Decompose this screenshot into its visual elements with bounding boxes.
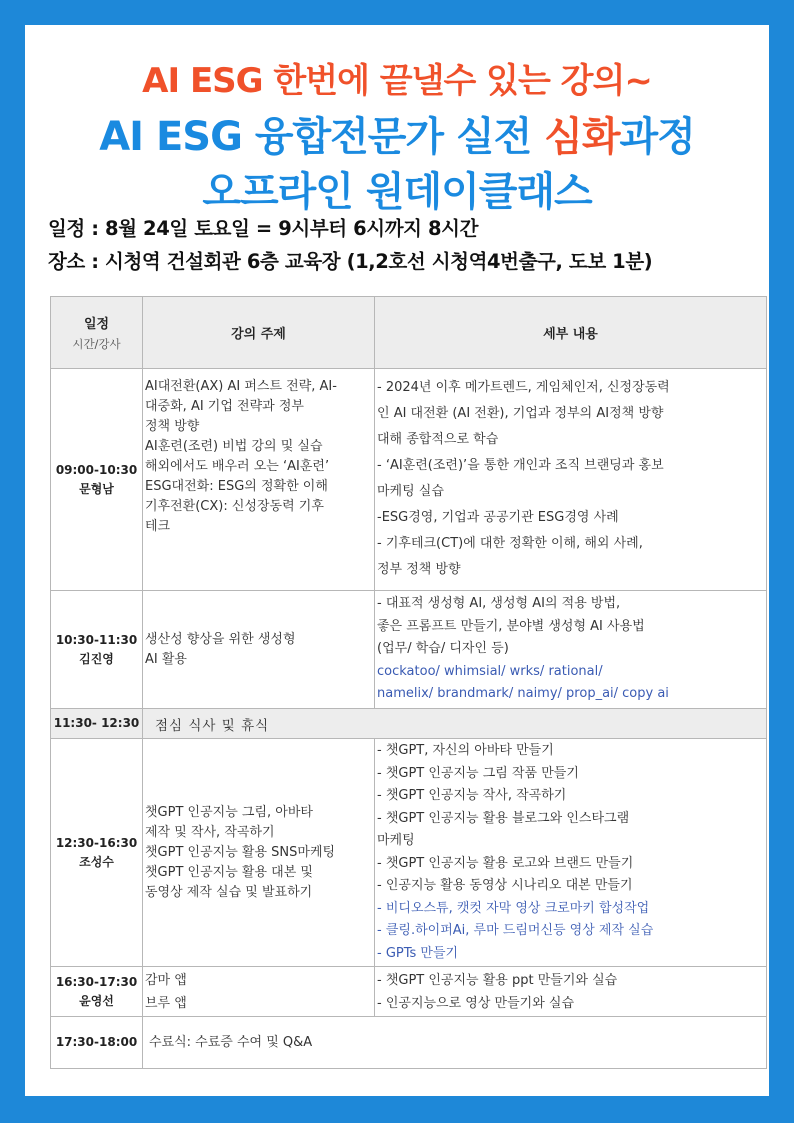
flyer-page (25, 25, 769, 1096)
topic-line: 챗GPT 인공지능 활용 대본 및 (145, 864, 313, 880)
detail-line: 좋은 프롬프트 만들기, 분야별 생성형 AI 사용법 (377, 618, 645, 634)
time: 12:30-16:30 (55, 835, 138, 850)
instructor: 조성수 (79, 854, 114, 869)
headline-tagline: AI ESG 한번에 끝낼수 있는 강의~ (142, 61, 652, 101)
topic-line: AI훈련(조련) 비법 강의 및 실습 (145, 439, 323, 454)
detail-line: 마케팅 실습 (377, 484, 444, 499)
topic-line: 챗GPT 인공지능 그림, 아바타 (145, 804, 313, 820)
course-title-prefix: AI ESG 융합전문가 실전 (99, 114, 545, 160)
time: 10:30-11:30 (55, 632, 138, 647)
detail-line: - 2024년 이후 메가트렌드, 게임체인저, 신정장동력 (377, 380, 670, 395)
detail-line: - 기후테크(CT)에 대한 정확한 이해, 해외 사례, (377, 536, 643, 551)
detail-line: 마케팅 (377, 833, 415, 848)
detail-line: - 챗GPT 인공지능 활용 블로그와 인스타그램 (377, 810, 630, 826)
lunch-time: 11:30- 12:30 (51, 709, 143, 739)
detail-line: (업무/ 학습/ 디자인 등) (377, 641, 509, 656)
detail-line: - 챗GPT 인공지능 작사, 작곡하기 (377, 788, 567, 803)
closing-text: 수료식: 수료증 수여 및 Q&A (143, 1017, 767, 1069)
schedule-info: 일정 : 8월 24일 토요일 = 9시부터 6시까지 8시간 (48, 217, 479, 240)
closing-time: 17:30-18:00 (51, 1017, 143, 1069)
instructor: 김진영 (79, 651, 114, 666)
header-day-label: 일정 (83, 317, 110, 332)
closing-row (51, 1017, 767, 1069)
topic-cell (143, 591, 375, 709)
topic-line: ESG대전화: ESG의 정확한 이해 (145, 479, 328, 494)
time: 16:30-17:30 (55, 974, 138, 989)
detail-line-highlight: - GPTs 만들기 (377, 945, 459, 961)
headline-class-type: 오프라인 원데이클래스 (202, 169, 592, 215)
detail-line: - 챗GPT, 자신의 아바타 만들기 (377, 743, 554, 758)
time-cell (51, 739, 143, 967)
topic-line: 생산성 향상을 위한 생성형 (145, 631, 296, 647)
detail-line: 정부 정책 방향 (377, 562, 461, 577)
table-header-row (51, 297, 767, 369)
header-topic: 강의 주제 (143, 297, 375, 369)
topic-line: 기후전환(CX): 신성장동력 기후 (145, 499, 324, 514)
topic-line: 제작 및 작사, 작곡하기 (145, 824, 275, 840)
time-cell (51, 591, 143, 709)
table-row (51, 739, 767, 967)
detail-line: - 챗GPT 인공지능 그림 작품 만들기 (377, 765, 579, 781)
detail-line: - 챗GPT 인공지능 활용 ppt 만들기와 실습 (377, 972, 618, 988)
detail-line: 대해 종합적으로 학습 (377, 432, 499, 447)
topic-cell (143, 967, 375, 1017)
lunch-row (51, 709, 767, 739)
detail-cell (375, 967, 767, 1017)
time: 09:00-10:30 (55, 462, 138, 477)
topic-line: AI대전환(AX) AI 퍼스트 전략, AI- (145, 379, 337, 394)
header-day-sub: 시간/강사 (72, 337, 121, 351)
location-info: 장소 : 시청역 건설회관 6층 교육장 (1,2호선 시청역4번출구, 도보 1분) (48, 250, 653, 273)
schedule-table (50, 296, 767, 1069)
detail-line: - 인공지능 활용 동영상 시나리오 대본 만들기 (377, 878, 633, 893)
topic-line: 대중화, AI 기업 전략과 정부 (145, 399, 304, 414)
headline-course-title (25, 105, 769, 162)
detail-line: 인 AI 대전환 (AI 전환), 기업과 정부의 AI정책 방향 (377, 406, 664, 421)
instructor: 문형남 (79, 481, 114, 496)
table-row (51, 591, 767, 709)
topic-cell (143, 369, 375, 591)
course-title-suffix: 과정 (619, 114, 695, 160)
header-day (51, 297, 143, 369)
topic-line: 동영상 제작 실습 및 발표하기 (145, 884, 313, 900)
detail-line: - 인공지능으로 영상 만들기와 실습 (377, 995, 575, 1011)
instructor: 윤영선 (79, 993, 114, 1008)
topic-line: 해외에서도 배우러 오는 ‘AI훈련’ (145, 459, 330, 474)
topic-line: 정책 방향 (145, 419, 200, 434)
detail-cell (375, 739, 767, 967)
topic-line: 챗GPT 인공지능 활용 SNS마케팅 (145, 844, 336, 860)
topic-line: AI 활용 (145, 651, 187, 667)
detail-line-highlight: - 비디오스튜, 캣컷 자막 영상 크로마키 합성작업 (377, 900, 650, 916)
lunch-text: 점심 식사 및 휴식 (143, 709, 767, 739)
topic-line: 브루 앱 (145, 995, 187, 1011)
detail-line: -ESG경영, 기업과 공공기관 ESG경영 사례 (377, 510, 619, 525)
detail-line: - ‘AI훈련(조련)’을 통한 개인과 조직 브랜딩과 홍보 (377, 458, 664, 473)
tool-list-line: cockatoo/ whimsial/ wrks/ rational/ (377, 663, 603, 679)
detail-cell (375, 591, 767, 709)
detail-line: - 대표적 생성형 AI, 생성형 AI의 적용 방법, (377, 596, 621, 611)
header-detail: 세부 내용 (375, 297, 767, 369)
topic-line: 테크 (145, 519, 171, 534)
table-row (51, 967, 767, 1017)
course-title-highlight: 심화 (544, 114, 620, 160)
topic-cell (143, 739, 375, 967)
time-cell (51, 967, 143, 1017)
detail-line-highlight: - 클링.하이퍼Ai, 루마 드림머신등 영상 제작 실습 (377, 923, 654, 938)
table-row (51, 369, 767, 591)
tool-list-line: namelix/ brandmark/ naimy/ prop_ai/ copy ai (377, 686, 669, 701)
time-cell (51, 369, 143, 591)
topic-line: 감마 앱 (145, 972, 187, 988)
detail-cell (375, 369, 767, 591)
detail-line: - 챗GPT 인공지능 활용 로고와 브랜드 만들기 (377, 855, 634, 871)
